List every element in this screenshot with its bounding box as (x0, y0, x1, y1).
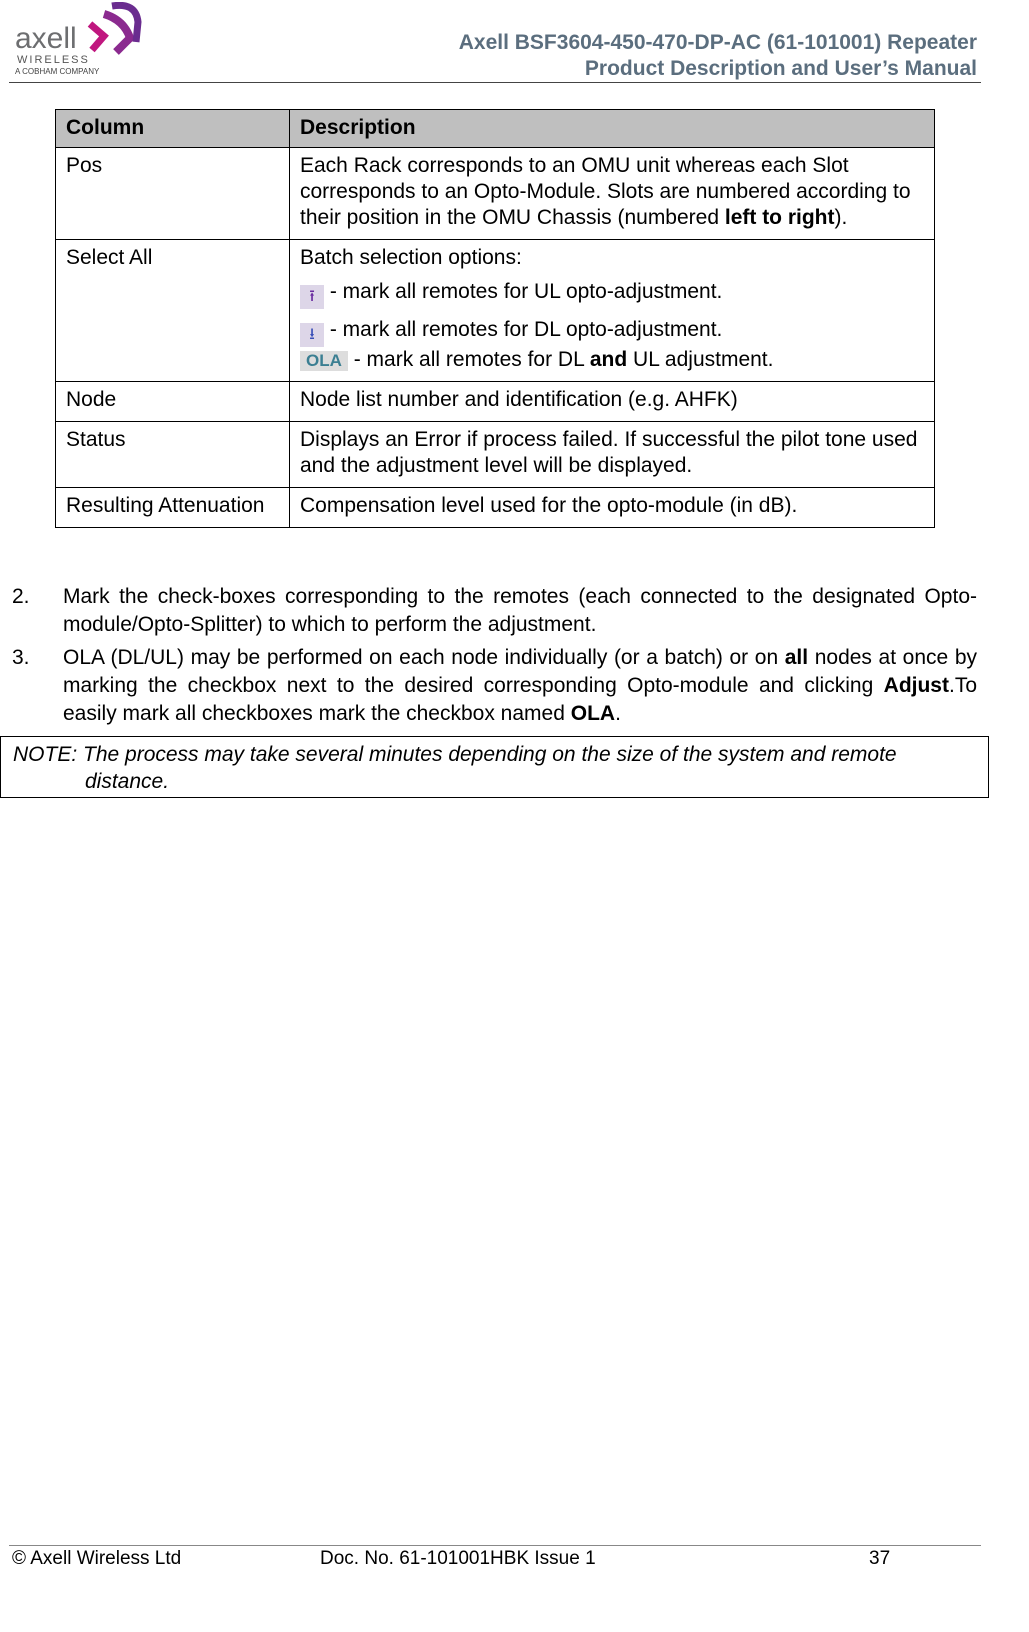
table-row: Node Node list number and identification (e.g. AHFK) (56, 382, 935, 422)
dl-arrow-down-icon: ⭳ (300, 323, 324, 347)
ul-arrow-up-icon: ⭱ (300, 285, 324, 309)
steps-list (12, 583, 977, 733)
footer-divider (9, 1545, 981, 1546)
footer-doc-number: Doc. No. 61-101001HBK Issue 1 (320, 1548, 596, 1569)
ola-button-icon: OLA (300, 351, 348, 371)
document-header: Axell BSF3604-450-470-DP-AC (61-101001) Repeater Product Description and User’s Manual (458, 31, 977, 80)
list-item: 3. OLA (DL/UL) may be performed on each node individually (or a batch) or on all nodes at once by marking the checkbox next to the desired corresponding Opto-module and clicking Adjust.To easily mark all checkboxes mark the checkbox named OLA. (12, 646, 977, 725)
table-row: Pos Each Rack corresponds to an OMU unit whereas each Slot corresponds to an Opto-Module. Slots are numbered according to their position in the OMU Chassis (numbered left to right). (56, 148, 935, 240)
table-row: Select All Batch selection options: ⭱ - mark all remotes for UL opto-adjustment. ⭳ - mark all remotes for DL opto-adjustment. OLA - mark all remotes for DL and UL adjustment. (56, 240, 935, 382)
column-description-table (55, 109, 935, 528)
table-header-row: Column Description (56, 110, 935, 148)
page-number: 37 (869, 1548, 891, 1569)
note-box: NOTE: The process may take several minutes depending on the size of the system and remote distance. (0, 736, 989, 798)
table-row: Resulting Attenuation Compensation level used for the opto-module (in dB). (56, 488, 935, 528)
footer-copyright: © Axell Wireless Ltd (12, 1548, 182, 1569)
table-row: Status Displays an Error if process failed. If successful the pilot tone used and the adjustment level will be displayed. (56, 422, 935, 488)
axell-logo: axell WIRELESS A COBHAM COMPANY (12, 2, 147, 78)
header-divider (9, 82, 981, 83)
list-item: 2. Mark the check-boxes corresponding to the remotes (each connected to the designated Opto-module/Opto-Splitter) to which to perform the adjustment. (12, 585, 977, 636)
